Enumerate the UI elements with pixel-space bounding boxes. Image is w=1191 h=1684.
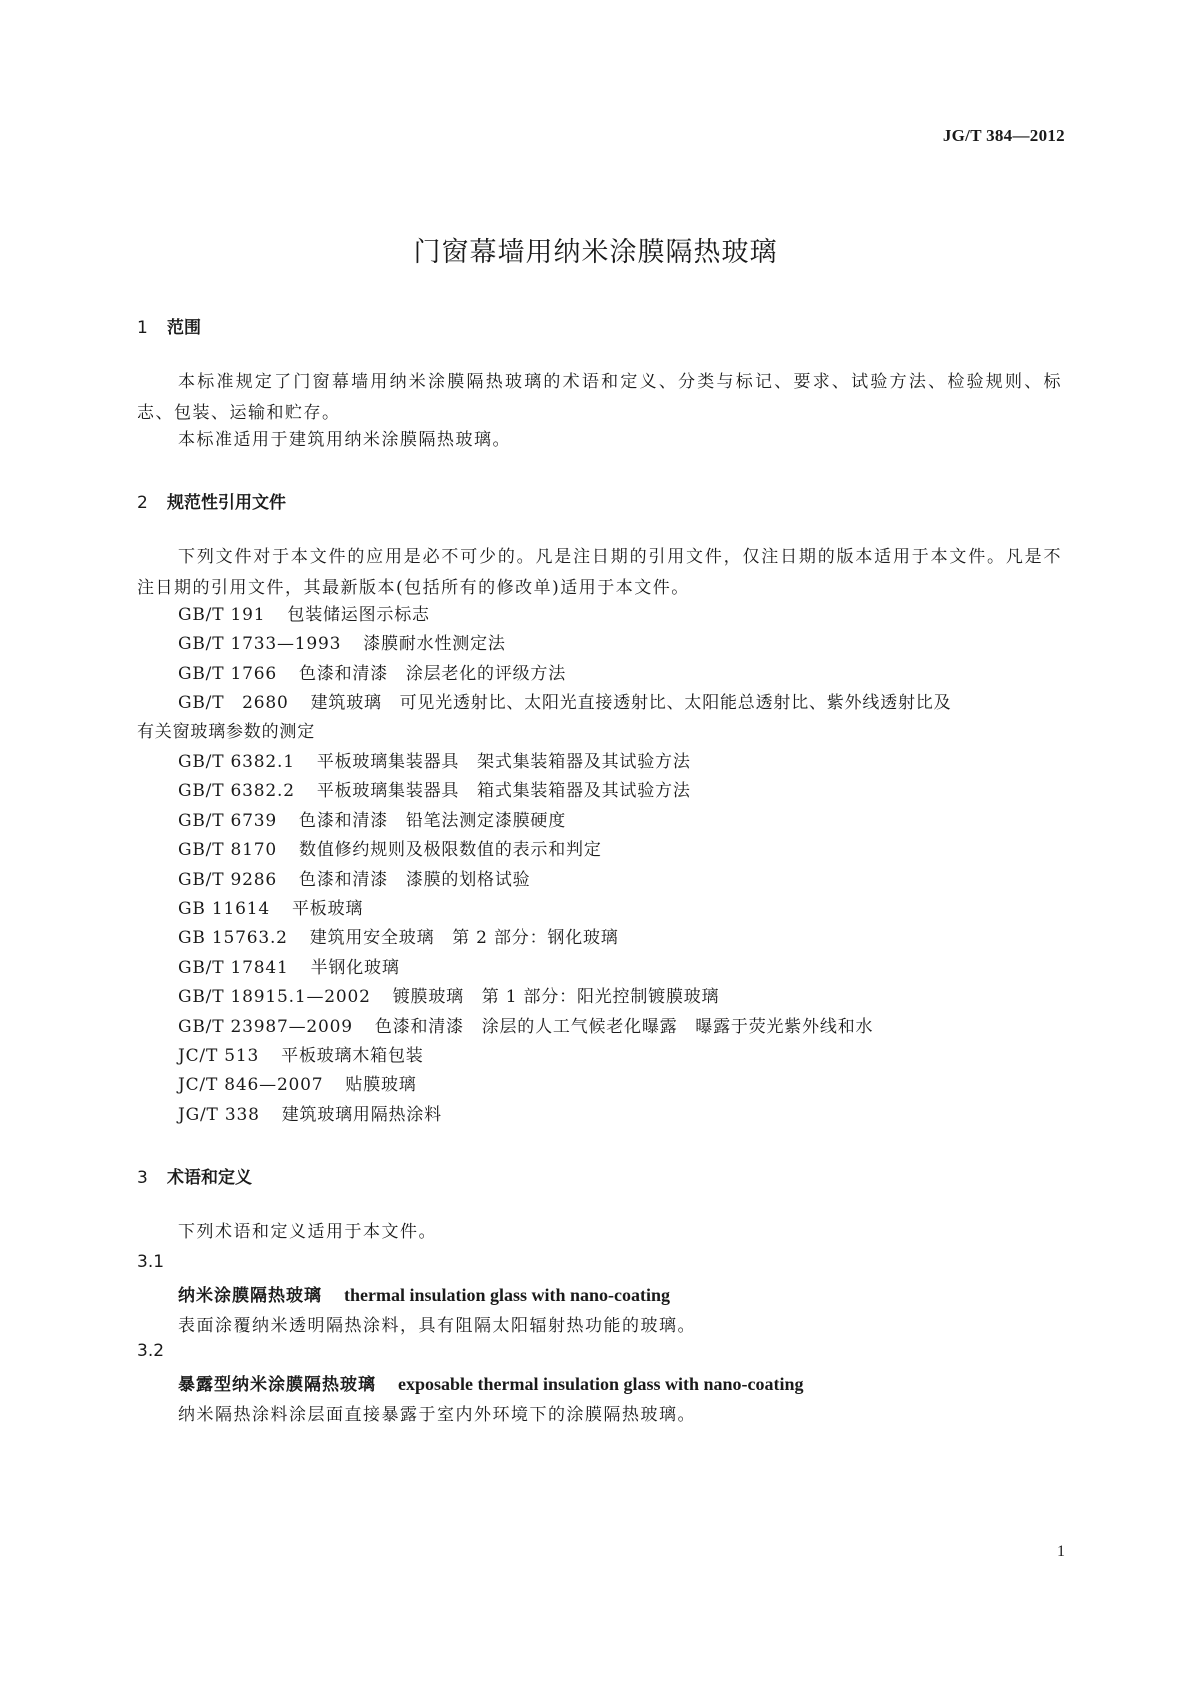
reference-code: GB/T 8170 <box>178 840 278 860</box>
reference-title: 色漆和清漆 漆膜的划格试验 <box>299 870 531 890</box>
reference-item <box>178 865 530 896</box>
section-number: 3 <box>137 1168 148 1188</box>
term-number: 3.2 <box>137 1341 165 1361</box>
term-name-zh: 纳米涂膜隔热玻璃 <box>178 1286 322 1306</box>
reference-title: 贴膜玻璃 <box>345 1075 417 1095</box>
section-number: 2 <box>137 493 148 513</box>
term-definition: 表面涂覆纳米透明隔热涂料，具有阻隔太阳辐射热功能的玻璃。 <box>178 1316 696 1336</box>
reference-item <box>178 982 719 1013</box>
page-number: 1 <box>1057 1543 1065 1560</box>
reference-item <box>178 835 602 866</box>
reference-item <box>178 806 566 837</box>
reference-item <box>178 1100 442 1131</box>
reference-item <box>178 923 619 954</box>
reference-title: 平板玻璃集装器具 架式集装箱器及其试验方法 <box>316 752 691 772</box>
reference-title: 镀膜玻璃 第 1 部分：阳光控制镀膜玻璃 <box>392 987 720 1007</box>
scope-paragraph-1: 本标准规定了门窗幕墙用纳米涂膜隔热玻璃的术语和定义、分类与标记、要求、试验方法、检验规则、标志、包装、运输和贮存。 <box>137 372 1062 423</box>
reference-item <box>178 659 566 690</box>
reference-code: GB/T 191 <box>178 605 266 625</box>
reference-title: 平板玻璃木箱包装 <box>281 1046 424 1066</box>
reference-item <box>178 688 951 719</box>
reference-title: 半钢化玻璃 <box>310 958 400 978</box>
reference-code: GB/T 2680 <box>178 693 289 713</box>
standard-code: JG/T 384—2012 <box>942 126 1065 145</box>
reference-code: JC/T 846—2007 <box>178 1075 324 1095</box>
reference-title: 色漆和清漆 铅笔法测定漆膜硬度 <box>299 811 567 831</box>
reference-item <box>178 1012 873 1043</box>
section-2-heading <box>137 488 286 513</box>
reference-title: 色漆和清漆 涂层的人工气候老化曝露 曝露于荧光紫外线和水 <box>374 1017 874 1037</box>
reference-title: 建筑玻璃用隔热涂料 <box>281 1105 442 1125</box>
section-title: 规范性引用文件 <box>167 493 286 513</box>
term-definition: 纳米隔热涂料涂层面直接暴露于室内外环境下的涂膜隔热玻璃。 <box>178 1405 696 1425</box>
reference-code: GB/T 1733—1993 <box>178 634 342 654</box>
reference-title: 建筑玻璃 可见光透射比、太阳光直接透射比、太阳能总透射比、紫外线透射比及 <box>310 693 952 713</box>
reference-item <box>178 1070 417 1101</box>
references-intro: 下列文件对于本文件的应用是必不可少的。凡是注日期的引用文件，仅注日期的版本适用于本文件。凡是不注日期的引用文件，其最新版本(包括所有的修改单)适用于本文件。 <box>137 547 1062 598</box>
reference-item <box>178 747 691 778</box>
term-name-en: thermal insulation glass with nano-coating <box>344 1285 671 1305</box>
reference-item <box>178 894 363 925</box>
reference-code: GB/T 9286 <box>178 870 278 890</box>
term-number: 3.1 <box>137 1252 165 1272</box>
reference-title: 色漆和清漆 涂层老化的评级方法 <box>299 664 567 684</box>
term-heading <box>178 1281 670 1306</box>
reference-item <box>178 629 506 660</box>
reference-title: 包装储运图示标志 <box>287 605 430 625</box>
section-title: 术语和定义 <box>167 1168 252 1188</box>
reference-title: 平板玻璃集装器具 箱式集装箱器及其试验方法 <box>316 781 691 801</box>
reference-code: GB 11614 <box>178 899 270 919</box>
reference-code: GB/T 6382.2 <box>178 781 295 801</box>
section-3-heading <box>137 1163 252 1188</box>
scope-paragraph-2: 本标准适用于建筑用纳米涂膜隔热玻璃。 <box>178 430 511 450</box>
term-name-zh: 暴露型纳米涂膜隔热玻璃 <box>178 1375 376 1395</box>
reference-code: GB/T 6739 <box>178 811 278 831</box>
reference-title-continuation: 有关窗玻璃参数的测定 <box>137 722 315 742</box>
terms-intro: 下列术语和定义适用于本文件。 <box>178 1222 437 1242</box>
reference-code: GB/T 17841 <box>178 958 289 978</box>
section-number: 1 <box>137 318 148 338</box>
reference-item <box>178 600 430 631</box>
document-title: 门窗幕墙用纳米涂膜隔热玻璃 <box>413 237 778 268</box>
reference-title: 平板玻璃 <box>291 899 364 919</box>
section-title: 范围 <box>167 318 201 338</box>
reference-code: GB 15763.2 <box>178 928 288 948</box>
reference-item <box>178 776 691 807</box>
reference-code: GB/T 23987—2009 <box>178 1017 353 1037</box>
reference-code: GB/T 6382.1 <box>178 752 295 772</box>
reference-title: 数值修约规则及极限数值的表示和判定 <box>299 840 602 860</box>
reference-title: 建筑用安全玻璃 第 2 部分：钢化玻璃 <box>309 928 619 948</box>
term-name-en: exposable thermal insulation glass with nano-coating <box>398 1374 804 1394</box>
term-heading <box>178 1370 804 1395</box>
reference-item <box>178 1041 424 1072</box>
reference-code: JC/T 513 <box>178 1046 260 1066</box>
section-1-heading <box>137 313 201 338</box>
reference-item <box>178 953 400 984</box>
reference-code: JG/T 338 <box>178 1105 260 1125</box>
reference-title: 漆膜耐水性测定法 <box>363 634 506 654</box>
reference-code: GB/T 18915.1—2002 <box>178 987 371 1007</box>
reference-code: GB/T 1766 <box>178 664 278 684</box>
